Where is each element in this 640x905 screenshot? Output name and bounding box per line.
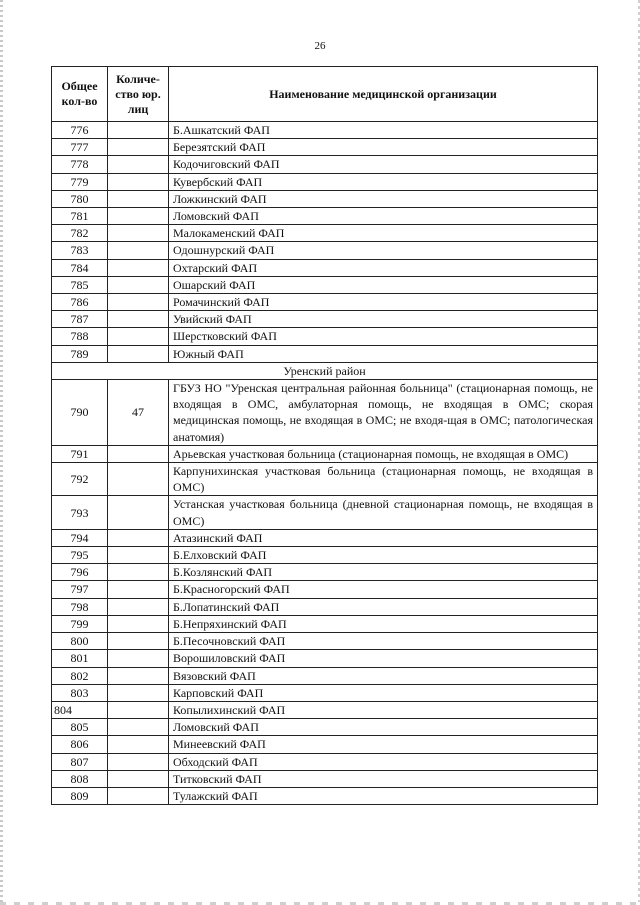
row-legal-count	[108, 719, 169, 736]
row-org-name: Атазинский ФАП	[169, 529, 598, 546]
row-number: 780	[52, 190, 108, 207]
table-row	[52, 259, 598, 276]
row-number: 801	[52, 650, 108, 667]
table-row	[52, 684, 598, 701]
row-org-name: Тулажский ФАП	[169, 787, 598, 804]
row-org-name: Титковский ФАП	[169, 770, 598, 787]
row-legal-count	[108, 770, 169, 787]
table-row	[52, 581, 598, 598]
row-number: 796	[52, 564, 108, 581]
table-row	[52, 294, 598, 311]
row-legal-count	[108, 463, 169, 496]
row-legal-count	[108, 736, 169, 753]
section-title: Уренский район	[52, 362, 598, 379]
row-org-name: Ошарский ФАП	[169, 276, 598, 293]
table-row	[52, 564, 598, 581]
header-total: Общее кол-во	[52, 67, 108, 122]
row-org-name: Ворошиловский ФАП	[169, 650, 598, 667]
row-org-name: Б.Лопатинский ФАП	[169, 598, 598, 615]
row-number: 791	[52, 445, 108, 462]
row-legal-count	[108, 564, 169, 581]
row-org-name: Ломовский ФАП	[169, 719, 598, 736]
row-org-name: Обходский ФАП	[169, 753, 598, 770]
table-row	[52, 633, 598, 650]
row-org-name: Карповский ФАП	[169, 684, 598, 701]
row-org-name: Ромачинский ФАП	[169, 294, 598, 311]
table-row	[52, 156, 598, 173]
header-org-name: Наименование медицинской организации	[169, 67, 598, 122]
table-row	[52, 650, 598, 667]
table-row	[52, 276, 598, 293]
scan-edge-left	[0, 0, 3, 905]
table-row	[52, 787, 598, 804]
row-number: 784	[52, 259, 108, 276]
row-number: 776	[52, 122, 108, 139]
row-org-name: Ломовский ФАП	[169, 208, 598, 225]
row-number: 807	[52, 753, 108, 770]
table-row	[52, 615, 598, 632]
row-number: 805	[52, 719, 108, 736]
row-number: 808	[52, 770, 108, 787]
row-legal-count	[108, 259, 169, 276]
row-legal-count	[108, 633, 169, 650]
row-legal-count	[108, 242, 169, 259]
row-org-name: Арьевская участковая больница (стационарная помощь, не входящая в ОМС)	[169, 445, 598, 462]
header-legal-count: Количе-ство юр. лиц	[108, 67, 169, 122]
row-org-name: Ложкинский ФАП	[169, 190, 598, 207]
table-header-row	[52, 67, 598, 122]
row-org-name: Одошнурский ФАП	[169, 242, 598, 259]
row-legal-count	[108, 598, 169, 615]
row-org-name: Устанская участковая больница (дневной стационарная помощь, не входящая в ОМС)	[169, 496, 598, 529]
table-row	[52, 547, 598, 564]
row-org-name: Б.Ашкатский ФАП	[169, 122, 598, 139]
row-legal-count	[108, 615, 169, 632]
row-number: 781	[52, 208, 108, 225]
row-number: 778	[52, 156, 108, 173]
row-org-name: Березятский ФАП	[169, 139, 598, 156]
table-row	[52, 598, 598, 615]
row-number: 777	[52, 139, 108, 156]
section-row	[52, 362, 598, 379]
row-number: 797	[52, 581, 108, 598]
row-legal-count	[108, 225, 169, 242]
table-row	[52, 667, 598, 684]
row-org-name: Кувербский ФАП	[169, 173, 598, 190]
row-legal-count	[108, 122, 169, 139]
row-org-name: Минеевский ФАП	[169, 736, 598, 753]
row-org-name: Б.Песочновский ФАП	[169, 633, 598, 650]
row-legal-count	[108, 581, 169, 598]
row-legal-count	[108, 445, 169, 462]
row-legal-count	[108, 701, 169, 718]
table-row	[52, 736, 598, 753]
row-org-name: Увийский ФАП	[169, 311, 598, 328]
row-org-name: Б.Козлянский ФАП	[169, 564, 598, 581]
row-number: 809	[52, 787, 108, 804]
row-number: 789	[52, 345, 108, 362]
row-number: 799	[52, 615, 108, 632]
organizations-table	[51, 66, 598, 805]
row-legal-count	[108, 529, 169, 546]
row-legal-count	[108, 787, 169, 804]
table-row	[52, 770, 598, 787]
row-legal-count	[108, 311, 169, 328]
page-number: 26	[314, 40, 326, 52]
table-row	[52, 139, 598, 156]
row-number: 792	[52, 463, 108, 496]
row-number: 788	[52, 328, 108, 345]
row-legal-count	[108, 139, 169, 156]
table-body	[52, 122, 598, 805]
row-org-name: Б.Красногорский ФАП	[169, 581, 598, 598]
row-number: 790	[52, 380, 108, 446]
table-row	[52, 445, 598, 462]
row-number: 806	[52, 736, 108, 753]
row-org-name: Б.Непряхинский ФАП	[169, 615, 598, 632]
row-legal-count	[108, 190, 169, 207]
row-legal-count	[108, 496, 169, 529]
table-row	[52, 345, 598, 362]
row-org-name: Кодочиговский ФАП	[169, 156, 598, 173]
row-legal-count	[108, 208, 169, 225]
row-org-name: Вязовский ФАП	[169, 667, 598, 684]
row-org-name: Копылихинский ФАП	[169, 701, 598, 718]
table-row	[52, 496, 598, 529]
table-row-main-org	[52, 380, 598, 446]
table-row	[52, 328, 598, 345]
row-org-name: Малокаменский ФАП	[169, 225, 598, 242]
row-legal-count	[108, 753, 169, 770]
row-number: 795	[52, 547, 108, 564]
row-number: 802	[52, 667, 108, 684]
row-legal-count	[108, 684, 169, 701]
row-number: 783	[52, 242, 108, 259]
row-legal-count	[108, 173, 169, 190]
row-legal-count	[108, 276, 169, 293]
table-row	[52, 529, 598, 546]
table-row	[52, 190, 598, 207]
table-row	[52, 122, 598, 139]
row-number: 800	[52, 633, 108, 650]
table-row	[52, 463, 598, 496]
table-row	[52, 173, 598, 190]
row-legal-count: 47	[108, 380, 169, 446]
row-number: 794	[52, 529, 108, 546]
table-row	[52, 208, 598, 225]
table-row	[52, 701, 598, 718]
table-row	[52, 719, 598, 736]
row-org-name: Карпунихинская участковая больница (стационарная помощь, не входящая в ОМС)	[169, 463, 598, 496]
row-legal-count	[108, 667, 169, 684]
row-number: 804	[52, 701, 108, 718]
row-number: 787	[52, 311, 108, 328]
row-legal-count	[108, 547, 169, 564]
row-org-name: Охтарский ФАП	[169, 259, 598, 276]
row-legal-count	[108, 294, 169, 311]
row-number: 803	[52, 684, 108, 701]
row-org-name: Б.Елховский ФАП	[169, 547, 598, 564]
row-legal-count	[108, 650, 169, 667]
row-org-name: ГБУЗ НО "Уренская центральная районная больница" (стационарная помощь, не входящая в ОМС, амбулаторная помощь, не входящая в ОМС; скорая медицинская помощь, не входящая в ОМС; не входя-щая в ОМС; патологическая анатомия)	[169, 380, 598, 446]
row-number: 782	[52, 225, 108, 242]
row-number: 798	[52, 598, 108, 615]
row-number: 779	[52, 173, 108, 190]
table-row	[52, 242, 598, 259]
row-org-name: Южный ФАП	[169, 345, 598, 362]
row-legal-count	[108, 328, 169, 345]
table-row	[52, 225, 598, 242]
row-org-name: Шерстковский ФАП	[169, 328, 598, 345]
row-legal-count	[108, 156, 169, 173]
table-row	[52, 311, 598, 328]
row-legal-count	[108, 345, 169, 362]
row-number: 786	[52, 294, 108, 311]
row-number: 793	[52, 496, 108, 529]
row-number: 785	[52, 276, 108, 293]
table-row	[52, 753, 598, 770]
